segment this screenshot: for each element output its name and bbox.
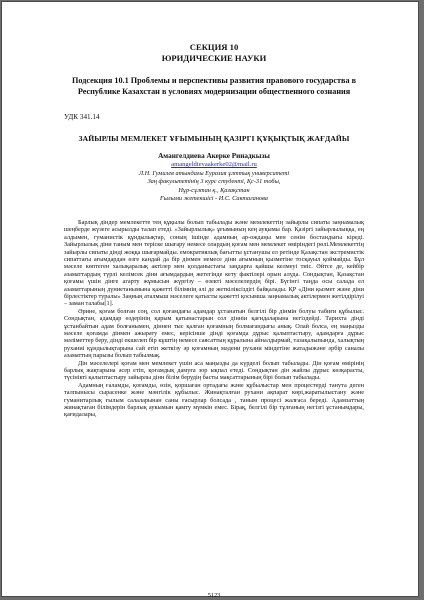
affiliation-line: Л.Н. Гумилев атындағы Еуразия ұлттық университеті [138, 169, 290, 177]
author-affiliation [64, 170, 364, 204]
email-link[interactable]: amangeldievaakerke02@mail.ru [171, 161, 257, 168]
body-paragraph: Барлық діндер мемлекетте тең құқылы болып табылады және мемлекеттің зайырлы сипаты заңнамалық шеңберде жүзеге асырылды талап етеді. «Зайырлылық» ұғымының кең ауқымы бар. Қазіргі зайырлылыққа, ең алдымен, гуманистік құндылықтар, соның ішінде адамның ар-ождаңы мен сенім бостандығы кіреді. Зайырлылық діни таным мен теріске шығару немесе олардың қоғам мен мемлекет өміріндегі рөлі.Мемлекеттің зайырлы сипаты дінді жоққа шығармайды. емократиялық бағытты ұстанушы ел ретінде Қазақстан экстремистік сипаттағы ағымдардан өзге кандай да бір дінмен немесе діни ағымның қызметіне тосқауыл қоймайды. Бұл мәселе көптеген халықаралық актілер мен қолданыстағы заңдарға қайшы келмеуі тиіс. Әйтсе де, кейбір азаматтардың түрлі келімсек діни ағымдардың жетегінде кету фактілері орын алуда. Сондықтан, Қазақстан қоғамы үшін дінге агарту жұмысын жүргізу – өзекті мәселелердің бірі. Бүгінгі таңда осы салада ел азаматтарының дүниетанымына қажетті білімнің әлі де жеткіліксіздігі байқалады. ҚР «Діни қызмет және діни бірлестіктер туралы» Заңның аталмыш мәселеге қатысты қажетті қосымша заңнамалық актілермен жетілдірілуі – заман талабы[1]. [64, 218, 364, 308]
section-heading [64, 42, 364, 64]
author-name: Амангелдиева Акерке Рииадкызы [158, 152, 270, 160]
page-content [64, 42, 364, 599]
body-paragraph: Адамның ғаламды, қоғамды, өзін, қоршаған ортадағы және құбылыстар мен процестерді танута деген талпынысы сырасенке және мәнгілік құбылыс. Жинақталған рухани ақпарат көрі,жаратылыстану және гуманитарлық ғылым салаларынан саны ғасырлар болсада , таным процесі жалғаса береді. Адамзаттың жинақтаған білімдерін барлық аукымын қамту мүмкін емес. Бірақ, белгілі бір тұлғаның негізгі ұстанымдары, қағидалары, [64, 381, 364, 419]
affiliation-line: Заң факультетінің 3 курс студенті, Қс-31 тобы, [147, 178, 281, 186]
section-name: ЮРИДИЧЕСКИЕ НАУКИ [161, 53, 267, 63]
page-number: 5123 [207, 592, 221, 599]
document-sheet [1, 1, 419, 597]
body-paragraph: Дін мәселелері қоғам мен мемлекет үшін аса маңызды да күрделі болып табылады. Дін қоғам өмірінің барлық жақтарына әсер етіп, қоғамдық дамуға зор ықпал етеді. Сондықтан дін жайлы дұрыс көзқарасты, түсінікті қалыптастыру зайырлы дінн білім берудің басты мақсаттарының бірі болып табылады. [64, 359, 364, 382]
body-paragraph: Әрине, қоғам болған соң, сол қоғамдағы адамдар ұстанатын белгілі бір дінмін болуы табиғи құбылыс. Сондықтан, адамдар өздерінің қарым қатынастарын сол дінніи қағидаларына негіздейді. Тарихта дінді ұстанбайтын адам болғанымен, діннен тыс қалған қоғамның болмағандығы анық. Олай болса, ең маңызды мәселе қоғамда дінмен ажырату емес, керісінше дінді қоғамда дұрыс қалыптастыру, адамдарға дұрыс мәліметтер беру, дінді екшелеп бір кұштің немесе саясаттың құралына айналдырмай, тазақалыпында, халықтың руханиі құндылықтарына сай етіп жеткізу әр қоғамның мәдени рухани міндетіне жатадыжәне әрбір саналы азаматтың парызы болып табылмақ. [64, 307, 364, 360]
section-number: СЕКЦИЯ 10 [189, 42, 239, 52]
subsection-heading: Подсекция 10.1 Проблемы и перспективы развития правового государства в Республике Казахстан в условиях модернизации общественного сознания [71, 76, 357, 96]
article-body [64, 219, 364, 419]
udk-code: УДК 341.14 [64, 113, 100, 121]
author-email[interactable] [64, 161, 364, 170]
affiliation-line: Ғылыми жетекшісі - И.С. Сактаганова [160, 195, 268, 203]
article-title: ЗАЙЫРЛЫ МЕМЛЕКЕТ ҰҒЫМЫНЫҢ ҚАЗІРГІ ҚҰҚЫҚТЫҚ ЖАҒДАЙЫ [78, 134, 350, 143]
affiliation-line: Нұр-сұлтан қ., Қазақстан [178, 186, 250, 194]
